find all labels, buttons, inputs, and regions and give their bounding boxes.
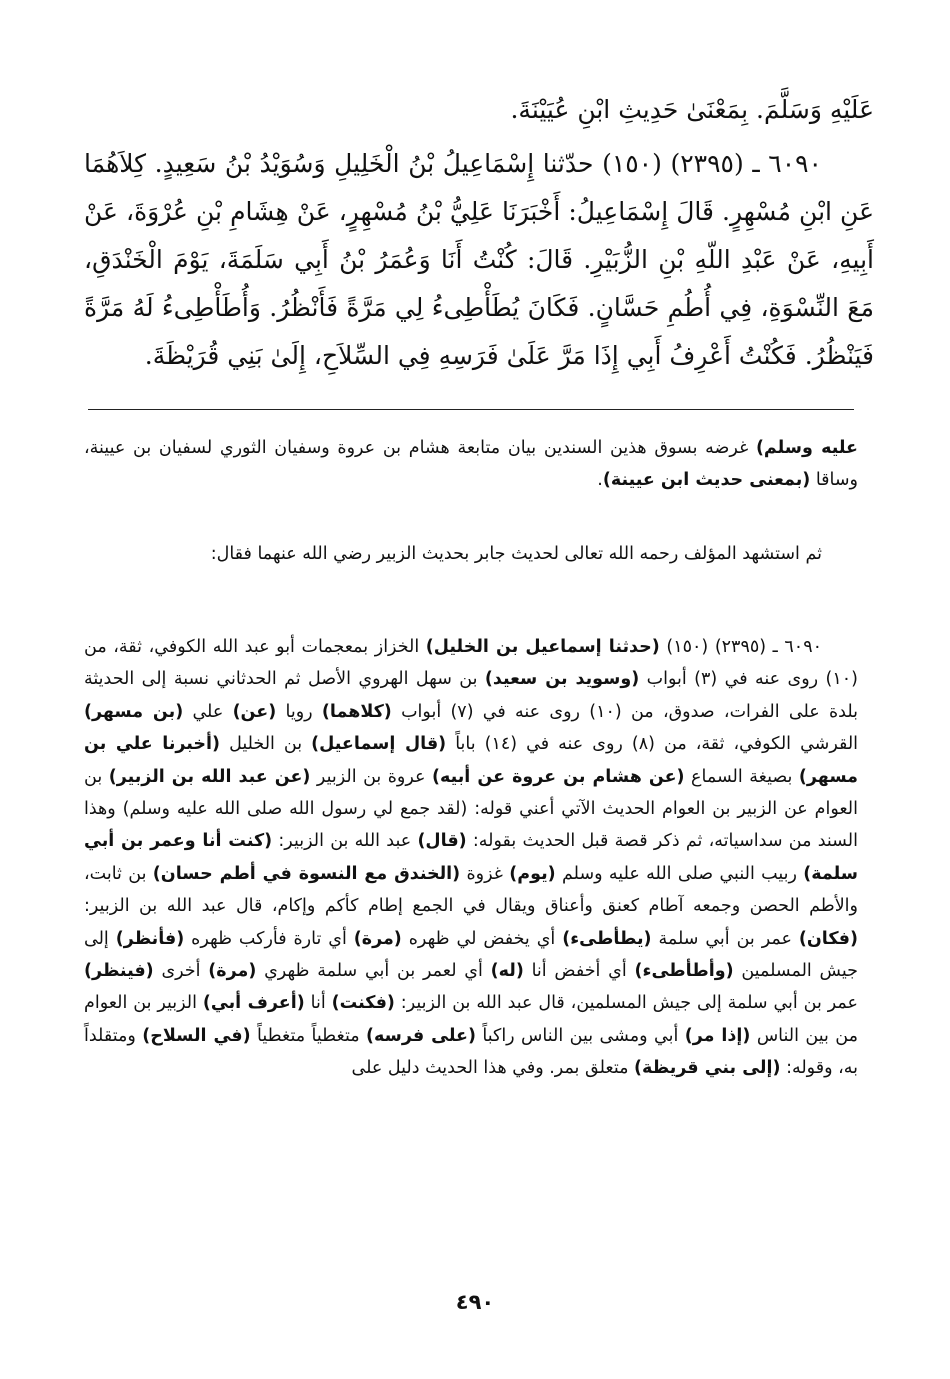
commentary-text: بن العوام عن الزبير بن العوام الحديث الآتي أعني قوله: (لقد جمع لي رسول الله صلى الله عليه وسلم) وهذا السند من سداسياته، ثم ذكر قصة قبل الحديث بقوله: <box>84 766 858 852</box>
commentary-text: إلى جيش المسلمين <box>84 928 858 982</box>
commentary-text: أي يخفض لي ظهره <box>401 928 563 949</box>
commentary-bold: (كنت أنا وعمر بن أبي سلمة) <box>84 831 858 884</box>
commentary-text: أي تارة فأركب ظهره <box>184 928 354 949</box>
commentary-bold: (عن هشام بن عروة عن أبيه) <box>431 766 685 787</box>
commentary-bold: (الخندق مع النسوة في أطم حسان) <box>152 863 461 884</box>
commentary-text: متعلق بمر. وفي هذا الحديث دليل على <box>351 1058 635 1079</box>
commentary-bold: (أعرف أبي) <box>202 993 305 1014</box>
commentary-bold: (إلى بني قريظة) <box>634 1058 781 1079</box>
commentary-text: القرشي الكوفي، ثقة، من (٨) روى عنه في (١٤) باباً <box>446 734 859 755</box>
commentary-bold: (فينظر) <box>84 961 154 982</box>
commentary-text: بن الخليل <box>220 734 312 755</box>
commentary-text: الزبير بن العوام من بين الناس <box>84 993 858 1046</box>
commentary-text: رويا <box>276 701 322 722</box>
commentary-bold: (يوم) <box>509 863 556 884</box>
commentary-text: . <box>597 470 603 491</box>
hadith-prev-ending: عَلَيْهِ وَسَلَّمَ. بِمَعْنَىٰ حَدِيثِ ابْنِ عُيَيْنَةَ. <box>510 95 874 124</box>
commentary-text: غرضه بسوق هذين السندين بيان متابعة هشام بن عروة وسفيان الثوري لسفيان بن عيينة، وساقا <box>84 438 858 491</box>
hadith-text: ٦٠٩٠ ـ (٢٣٩٥) (١٥٠) حدّثنا إِسْمَاعِيلُ بْنُ الْخَلِيلِ وَسُوَيْدُ بْنُ سَعِيدٍ. كِلاَهُمَا عَنِ ابْنِ مُسْهِرٍ. قَالَ إِسْمَاعِيلُ: أَخْبَرَنَا عَلِيُّ بْنُ مُسْهِرٍ، عَنْ هِشَامِ بْنِ عُرْوَةَ، عَنْ أَبِيهِ، عَنْ عَبْدِ اللّهِ بْنِ الزُّبَيْرِ. قَالَ: كُنْتُ أَنَا وَعُمَرُ بْنُ أَبِي سَلَمَةَ، يَوْمَ الْخَنْدَقِ، مَعَ النِّسْوَةِ، فِي أُطُمِ حَسَّانٍ. فَكَانَ يُطَأْطِىءُ لِي مَرَّةً فَأَنْظُرُ. وَأُطَأْطِىءُ لَهُ مَرَّةً فَيَنْظُرُ. فَكُنْتُ أَعْرِفُ أَبِي إِذَا مَرَّ عَلَىٰ فَرَسِهِ فِي السِّلاَحِ، إِلَىٰ بَنِي قُرَيْظَةَ. <box>84 149 874 370</box>
commentary-bold: (فأنظر) <box>115 928 185 949</box>
commentary-paragraph-3 <box>84 631 858 1085</box>
commentary-text: أي أخفض أنا <box>523 961 635 982</box>
commentary-bold: (على فرسه) <box>366 1025 476 1046</box>
hadith-prev-ending-block <box>84 86 874 134</box>
commentary-text: أخرى <box>153 961 209 982</box>
commentary-text: أبي ومشى بين الناس راكباً <box>475 1025 685 1046</box>
commentary-bold: (فكان) <box>798 928 858 949</box>
commentary-bold: (حدثنا إسماعيل بن الخليل) <box>425 637 660 657</box>
commentary-bold: (يطأطىء) <box>562 928 652 949</box>
footnote-separator <box>88 409 854 410</box>
commentary-paragraph-1 <box>84 432 858 497</box>
commentary-bold: (إذا مر) <box>684 1025 751 1046</box>
commentary-text: ٦٠٩٠ ـ (٢٣٩٥) (١٥٠) <box>659 637 822 657</box>
commentary-text: علي <box>183 701 233 722</box>
commentary-text: عروة بن الزبير <box>310 766 432 787</box>
commentary-bold: (عن) <box>232 701 277 722</box>
commentary-text: عبد الله بن الزبير: <box>272 831 418 852</box>
commentary-text: ربيب النبي صلى الله عليه وسلم <box>555 863 804 884</box>
commentary-text: بن سهل الهروي الأصل ثم الحدثاني نسبة إلى الحديثة بلدة على الفرات، صدوق، من (١٠) روى عنه في (٧) أبواب <box>84 669 858 722</box>
commentary-bold: (فكنت) <box>331 993 395 1014</box>
commentary-bold: (مرة) <box>208 961 257 982</box>
commentary-bold: (قال) <box>417 831 467 852</box>
commentary-text: أنا <box>304 993 332 1014</box>
hadith-text-block <box>84 140 874 380</box>
commentary-text: ومتقلداً به، وقوله: <box>84 1025 858 1079</box>
commentary-text: غزوة <box>460 863 510 884</box>
commentary-bold: (مرة) <box>353 928 402 949</box>
commentary-bold: (كلاهما) <box>321 701 392 722</box>
commentary-bold: (أخبرنا علي بن مسهر) <box>84 734 858 787</box>
commentary-bold: عليه وسلم) <box>755 438 858 458</box>
commentary-text: عمر بن أبي سلمة <box>651 928 799 949</box>
commentary-text: بن ثابت، والأطم الحصن وجمعه آطام كعنق وأعناق ويقال في الجمع إطام كأكم وإكام، قال عبد الله بن الزبير: <box>84 863 858 917</box>
commentary-bold: (عن عبد الله بن الزبير) <box>108 766 311 787</box>
page-number: ٤٩٠ <box>455 1290 495 1314</box>
commentary-bold: (في السلاح) <box>142 1025 251 1046</box>
commentary-bold: (قال إسماعيل) <box>311 734 447 755</box>
commentary-text: أي لعمر بن أبي سلمة ظهري <box>256 961 491 982</box>
commentary-text: متغطياً متغطياً <box>250 1025 367 1046</box>
commentary-bold: (بن مسهر) <box>84 701 184 722</box>
commentary-bold: (له) <box>490 961 524 982</box>
commentary-text: ثم استشهد المؤلف رحمه الله تعالى لحديث جابر بحديث الزبير رضي الله عنهما فقال: <box>210 544 822 564</box>
commentary-text: بصيغة السماع <box>684 766 799 787</box>
commentary-text: الخزاز بمعجمات أبو عبد الله الكوفي، ثقة، من (١٠) روى عنه في (٣) أبواب <box>84 637 858 690</box>
commentary-bold: (وأطأطىء) <box>634 961 734 982</box>
commentary-bold: (وسويد بن سعيد) <box>484 669 640 690</box>
commentary-bold: (بمعنى حديث ابن عيينة) <box>602 470 811 491</box>
commentary-text: عمر بن أبي سلمة إلى جيش المسلمين، قال عبد الله بن الزبير: <box>394 993 858 1014</box>
commentary-paragraph-2 <box>84 538 858 570</box>
